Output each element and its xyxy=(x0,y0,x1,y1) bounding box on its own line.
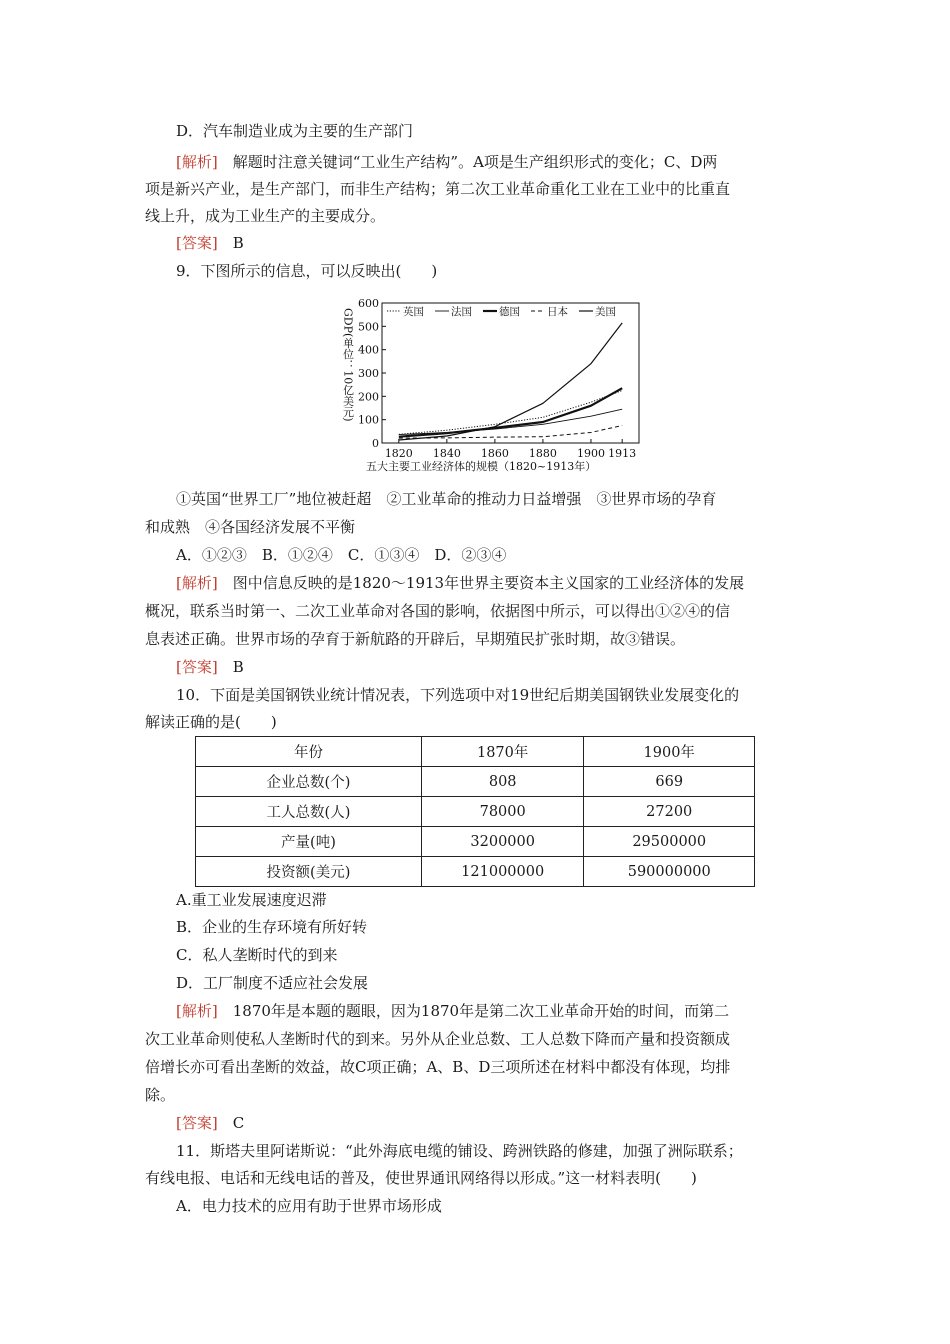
y-tick-label: 600 xyxy=(358,297,379,310)
q9-options: A．①②③ B．①②④ C．①③④ D．②③④ xyxy=(176,546,507,564)
q10-analysis-line-1: [解析] 1870年是本题的题眼，因为1870年是第二次工业革命开始的时间，而第二 xyxy=(176,1002,730,1020)
q10-stem-line-2: 解读正确的是( ) xyxy=(145,713,277,731)
table-header-cell: 年份 xyxy=(196,737,422,767)
q11-option-a: A．电力技术的应用有助于世界市场形成 xyxy=(176,1197,442,1215)
legend-label: 德国 xyxy=(499,306,520,318)
legend-label: 日本 xyxy=(547,306,568,318)
q9-analysis-line-2: 概况，联系当时第一、二次工业革命对各国的影响，依据图中所示，可以得出①②④的信 xyxy=(145,602,731,620)
y-tick-label: 0 xyxy=(372,437,379,450)
chart-title: 五大主要工业经济体的规模（1820~1913年） xyxy=(366,460,597,473)
q10-option-c: C．私人垄断时代的到来 xyxy=(176,946,338,964)
table-cell: 78000 xyxy=(421,797,584,827)
q8-analysis-line-1: [解析] 解题时注意关键词“工业生产结构”。A项是生产组织形式的变化；C、D两 xyxy=(176,153,718,171)
q9-analysis-line-1: [解析] 图中信息反映的是1820～1913年世界主要资本主义国家的工业经济体的发展 xyxy=(176,574,745,592)
y-tick-label: 200 xyxy=(358,390,379,404)
answer-tag: [答案] xyxy=(176,658,218,676)
q11-stem-line-2: 有线电报、电话和无线电话的普及，使世界通讯网络得以形成。”这一材料表明( ) xyxy=(145,1169,697,1187)
q8-analysis-line-2: 项是新兴产业，是生产部门，而非生产结构；第二次工业革命重化工业在工业中的比重直 xyxy=(145,180,731,198)
legend-label: 法国 xyxy=(451,306,472,318)
legend-label: 英国 xyxy=(403,306,424,318)
q10-analysis-line-2: 次工业革命则使私人垄断时代的到来。另外从企业总数、工人总数下降而产量和投资额成 xyxy=(145,1030,731,1048)
gdp-line-chart xyxy=(341,294,644,478)
x-tick-label: 1880 xyxy=(528,447,557,460)
x-tick-label: 1900 xyxy=(576,447,605,460)
q10-option-a: A.重工业发展速度迟滞 xyxy=(176,891,327,909)
y-tick-label: 400 xyxy=(358,343,379,357)
table-row xyxy=(196,827,755,857)
q8-analysis-line-3: 线上升，成为工业生产的主要成分。 xyxy=(145,207,386,225)
q10-option-d: D．工厂制度不适应社会发展 xyxy=(176,974,369,992)
y-tick-label: 300 xyxy=(358,367,379,380)
q9-stem: 9．下图所示的信息，可以反映出( ) xyxy=(176,262,438,280)
answer-tag: [答案] xyxy=(176,234,218,252)
q9-analysis-line-3: 息表述正确。世界市场的孕育于新航路的开辟后，早期殖民扩张时期，故③错误。 xyxy=(145,630,686,648)
table-cell: 590000000 xyxy=(584,857,755,887)
x-tick-label: 1820 xyxy=(384,447,413,460)
answer-tag: [答案] xyxy=(176,1114,218,1132)
q9-statements-line-2: 和成熟 ④各国经济发展不平衡 xyxy=(145,518,356,536)
analysis-tag: [解析] xyxy=(176,1002,218,1020)
analysis-tag: [解析] xyxy=(176,153,218,171)
series-line-2 xyxy=(399,388,622,437)
q9-statements-line-1: ①英国“世界工厂”地位被赶超 ②工业革命的推动力日益增强 ③世界市场的孕育 xyxy=(176,490,717,508)
q10-answer: [答案] C xyxy=(176,1114,245,1132)
chart-y-axis-label: GDP(单位：10亿美元) xyxy=(341,308,355,422)
y-tick-label: 100 xyxy=(358,413,379,427)
table-cell: 121000000 xyxy=(421,857,584,887)
table-cell: 669 xyxy=(584,767,755,797)
q8-option-d: D．汽车制造业成为主要的生产部门 xyxy=(176,122,414,140)
table-row xyxy=(196,797,755,827)
table-cell: 产量(吨) xyxy=(196,827,422,857)
table-header-cell: 1870年 xyxy=(421,737,584,767)
table-cell: 3200000 xyxy=(421,827,584,857)
x-tick-label: 1840 xyxy=(432,447,461,460)
q11-stem-line-1: 11．斯塔夫里阿诺斯说：“此外海底电缆的铺设、跨洲铁路的修建，加强了洲际联系； xyxy=(176,1142,743,1160)
table-row xyxy=(196,767,755,797)
series-lines xyxy=(399,323,622,440)
table-cell: 工人总数(人) xyxy=(196,797,422,827)
chart-legend xyxy=(387,305,616,318)
q8-answer: [答案] B xyxy=(176,234,244,252)
table-cell: 29500000 xyxy=(584,827,755,857)
table-cell: 企业总数(个) xyxy=(196,767,422,797)
table-cell: 808 xyxy=(421,767,584,797)
y-tick-label: 500 xyxy=(358,320,379,334)
table-cell: 27200 xyxy=(584,797,755,827)
legend-label: 美国 xyxy=(595,306,616,318)
x-axis-ticks xyxy=(385,439,636,460)
x-tick-label: 1913 xyxy=(608,447,637,460)
table-cell: 投资额(美元) xyxy=(196,857,422,887)
x-tick-label: 1860 xyxy=(480,447,509,460)
q10-analysis-line-4: 除。 xyxy=(145,1086,176,1104)
table-header-row xyxy=(196,737,755,767)
steel-industry-table xyxy=(195,736,755,887)
analysis-tag: [解析] xyxy=(176,574,218,592)
q10-analysis-line-3: 倍增长亦可看出垄断的效益，故C项正确；A、B、D三项所述在材料中都没有体现，均排 xyxy=(145,1058,731,1076)
q10-stem-line-1: 10．下面是美国钢铁业统计情况表，下列选项中对19世纪后期美国钢铁业发展变化的 xyxy=(176,686,740,704)
q9-answer: [答案] B xyxy=(176,658,244,676)
table-header-cell: 1900年 xyxy=(584,737,755,767)
table-row xyxy=(196,857,755,887)
q10-option-b: B．企业的生存环境有所好转 xyxy=(176,918,368,936)
